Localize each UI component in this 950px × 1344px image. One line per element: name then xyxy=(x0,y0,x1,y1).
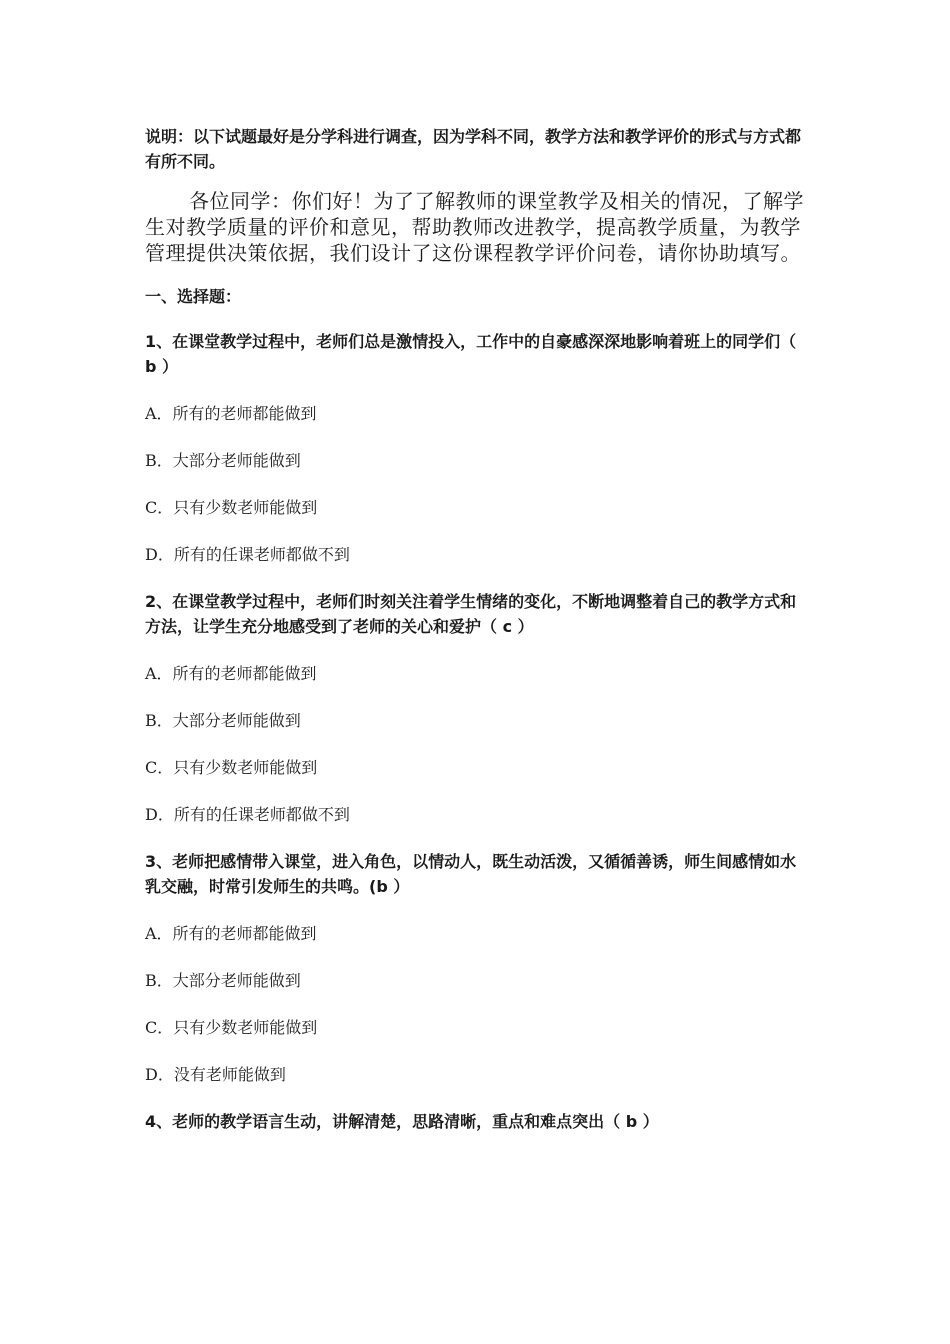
instruction-note: 说明：以下试题最好是分学科进行调查，因为学科不同，教学方法和教学评价的形式与方式都有所不同。 xyxy=(145,127,802,171)
question-text: 3、老师把感情带入课堂，进入角色，以情动人，既生动活泼，又循循善诱，师生间感情如水乳交融，时常引发师生的共鸣。(b ） xyxy=(145,852,797,896)
section-title: 一、选择题： xyxy=(145,287,242,306)
greeting-paragraph: 各位同学：你们好！为了了解教师的课堂教学及相关的情况，了解学生对教学质量的评价和意见，帮助教师改进教学，提高教学质量，为教学管理提供决策依据，我们设计了这份课程教学评价问卷，请你协助填写。 xyxy=(145,189,804,265)
question-3 xyxy=(145,849,810,1087)
question-text: 2、在课堂教学过程中，老师们时刻关注着学生情绪的变化，不断地调整着自己的教学方式和方法，让学生充分地感受到了老师的关心和爱护（ c ） xyxy=(145,592,797,636)
option-d: D．没有老师能做到 xyxy=(145,1065,286,1084)
option-c: C．只有少数老师能做到 xyxy=(145,1018,318,1037)
option-d: D．所有的任课老师都做不到 xyxy=(145,805,350,824)
option-b: B．大部分老师能做到 xyxy=(145,971,301,990)
document-page xyxy=(145,124,810,1156)
question-4 xyxy=(145,1109,810,1134)
option-a: A．所有的老师都能做到 xyxy=(145,924,317,943)
option-a: A．所有的老师都能做到 xyxy=(145,664,317,683)
question-2 xyxy=(145,589,810,827)
option-b: B．大部分老师能做到 xyxy=(145,451,301,470)
option-a: A．所有的老师都能做到 xyxy=(145,404,317,423)
option-c: C．只有少数老师能做到 xyxy=(145,498,318,517)
option-b: B．大部分老师能做到 xyxy=(145,711,301,730)
question-text: 4、老师的教学语言生动，讲解清楚，思路清晰，重点和难点突出（ b ） xyxy=(145,1112,659,1131)
question-text: 1、在课堂教学过程中，老师们总是激情投入，工作中的自豪感深深地影响着班上的同学们（ b ） xyxy=(145,332,797,376)
option-d: D．所有的任课老师都做不到 xyxy=(145,545,350,564)
option-c: C．只有少数老师能做到 xyxy=(145,758,318,777)
question-1 xyxy=(145,329,810,567)
